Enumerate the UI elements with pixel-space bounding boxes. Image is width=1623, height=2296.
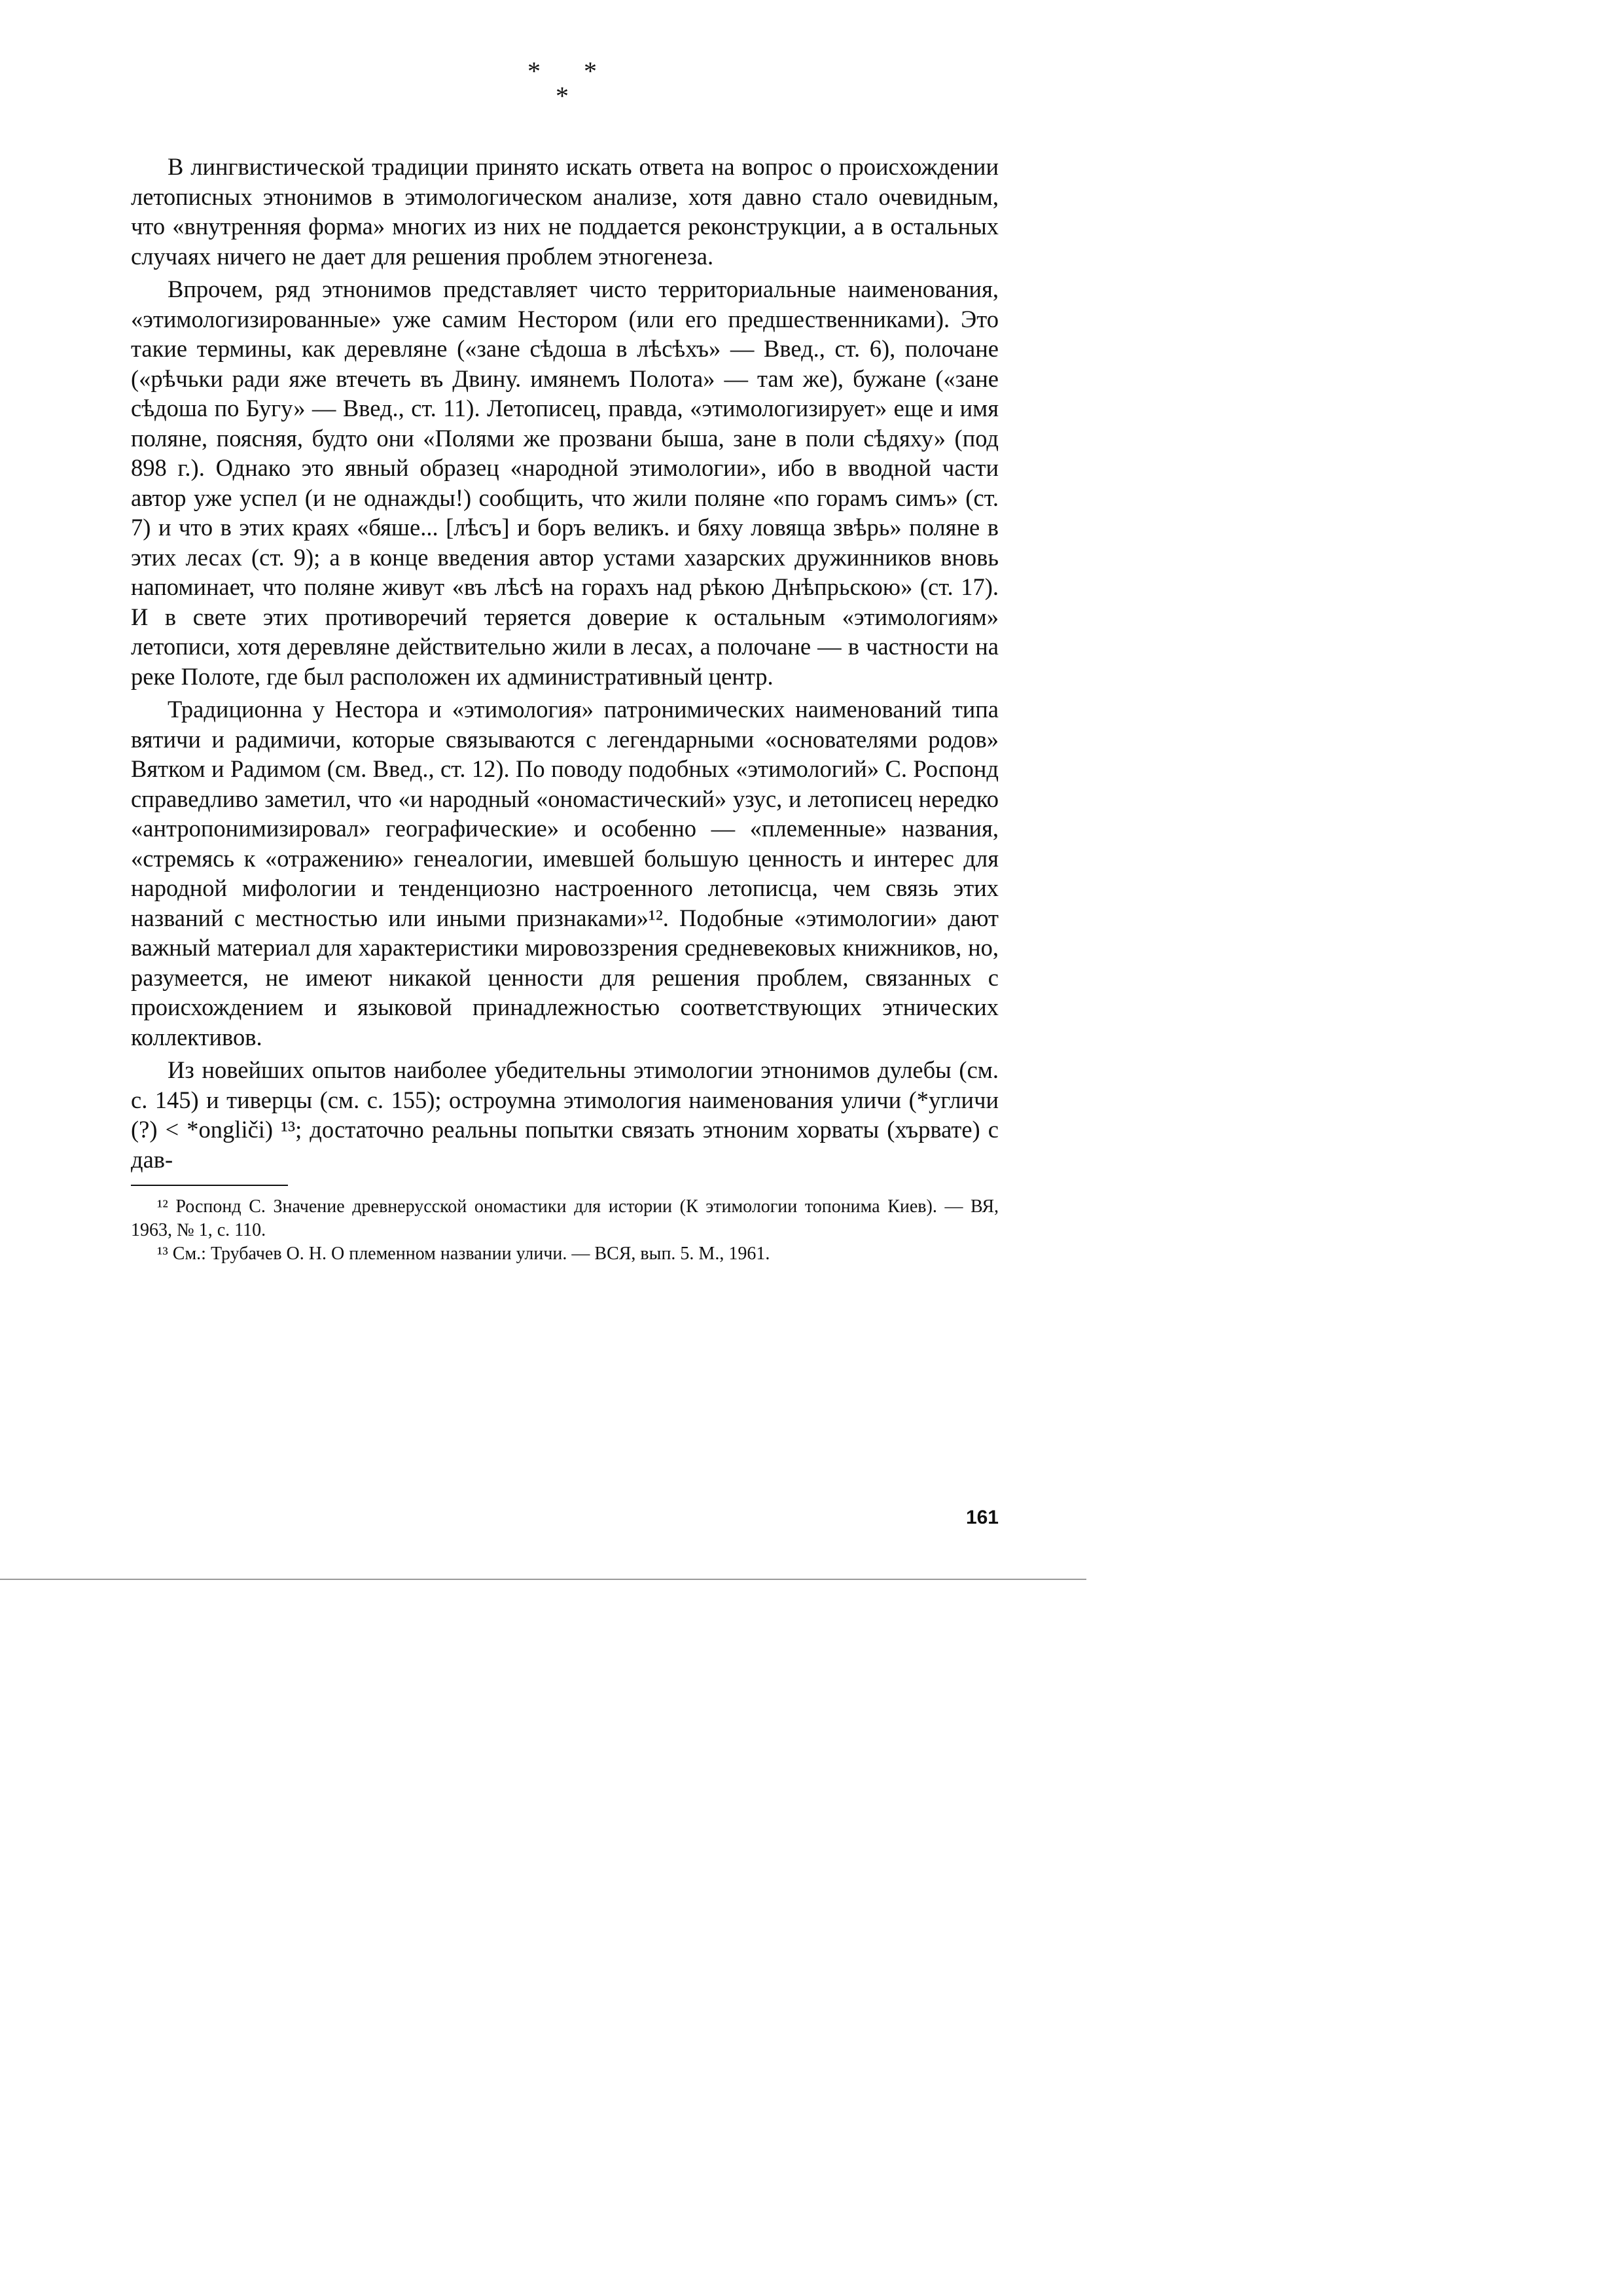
asterism-bottom: * bbox=[556, 81, 587, 111]
paragraph-3: Традиционна у Нестора и «этимология» патронимических наименований типа вятичи и радимичи, которые связываются с легендарными «основателями родов» Вятком и Радимом (см. Введ., ст. 12). По поводу подобных «этимологий» С. Роспонд справедливо заметил, что «и народный «ономастический» узус, и летописец нередко «антропонимизировал» географические» и особенно — «племенные» названия, «стремясь к «отражению» генеалогии, имевшей большую ценность и интерес для народной мифологии и тенденциозно настроенного летописца, чем связь этих названий с местностью или иными признаками»¹². Подобные «этимологии» дают важный материал для характеристики мировоззрения средневековых книжников, но, разумеется, не имеют никакой ценности для решения проблем, связанных с происхождением и языковой принадлежностью соответствующих этнических коллективов. bbox=[131, 696, 999, 1050]
paragraph-2: Впрочем, ряд этнонимов представляет чисто территориальные наименования, «этимологизированные» уже самим Нестором (или его предшественниками). Это такие термины, как деревляне («зане сѣдоша в лѣсѣхъ» — Введ., ст. 6), полочане («рѣчьки ради яже втечеть въ Двину. имянемъ Полота» — там же), бужане («зане сѣдоша по Бугу» — Введ., ст. 11). Летописец, правда, «этимологизирует» еще и имя поляне, поясняя, будто они «Полями же прозвани быша, зане в поли сѣдяху» (под 898 г.). Однако это явный образец «народной этимологии», ибо в вводной части автор уже успел (и не однажды!) сообщить, что жили поляне «по горамъ симъ» (ст. 7) и что в этих краях «бяше... [лѣсъ] и боръ великъ. и бяху ловяща звѣрь» поляне в этих лесах (ст. 9); а в конце введения автор устами хазарских дружинников вновь напоминает, что поляне живут «въ лѣсѣ на горахъ над рѣкою Днѣпрьскою» (ст. 17). И в свете этих противоречий теряется доверие к остальным «этимологиям» летописи, хотя деревляне действительно жили в лесах, а полочане — в частности на реке Полоте, где был расположен их административный центр. bbox=[131, 276, 999, 690]
page-edge-line bbox=[0, 1579, 1086, 1580]
scanned-page bbox=[0, 0, 1086, 1577]
footnote-divider bbox=[131, 1185, 288, 1186]
page-number: 161 bbox=[965, 1507, 999, 1528]
asterism-top: * * bbox=[527, 56, 615, 86]
paragraph-1: В лингвистической традиции принято искать ответа на вопрос о происхождении летописных этнонимов в этимологическом анализе, хотя давно стало очевидным, что «внутренняя форма» многих из них не поддается реконструкции, а в остальных случаях ничего не дает для решения проблем этногенеза. bbox=[131, 153, 999, 270]
section-asterism bbox=[144, 56, 999, 111]
paragraph-4: Из новейших опытов наиболее убедительны этимологии этнонимов дулебы (см. с. 145) и тиверцы (см. с. 155); остроумна этимология наименования уличи (*угличи (?) < *ongliči) ¹³; достаточно реальны попытки связать этноним хорваты (хървате) с дав- bbox=[131, 1056, 999, 1173]
page-body bbox=[131, 56, 999, 1266]
footnote-13: ¹³ См.: Трубачев О. Н. О племенном названии уличи. — ВСЯ, вып. 5. М., 1961. bbox=[157, 1244, 770, 1264]
footnote-12: ¹² Роспонд С. Значение древнерусской ономастики для истории (К этимологии топонима Киев). — ВЯ, 1963, № 1, с. 110. bbox=[131, 1196, 999, 1240]
